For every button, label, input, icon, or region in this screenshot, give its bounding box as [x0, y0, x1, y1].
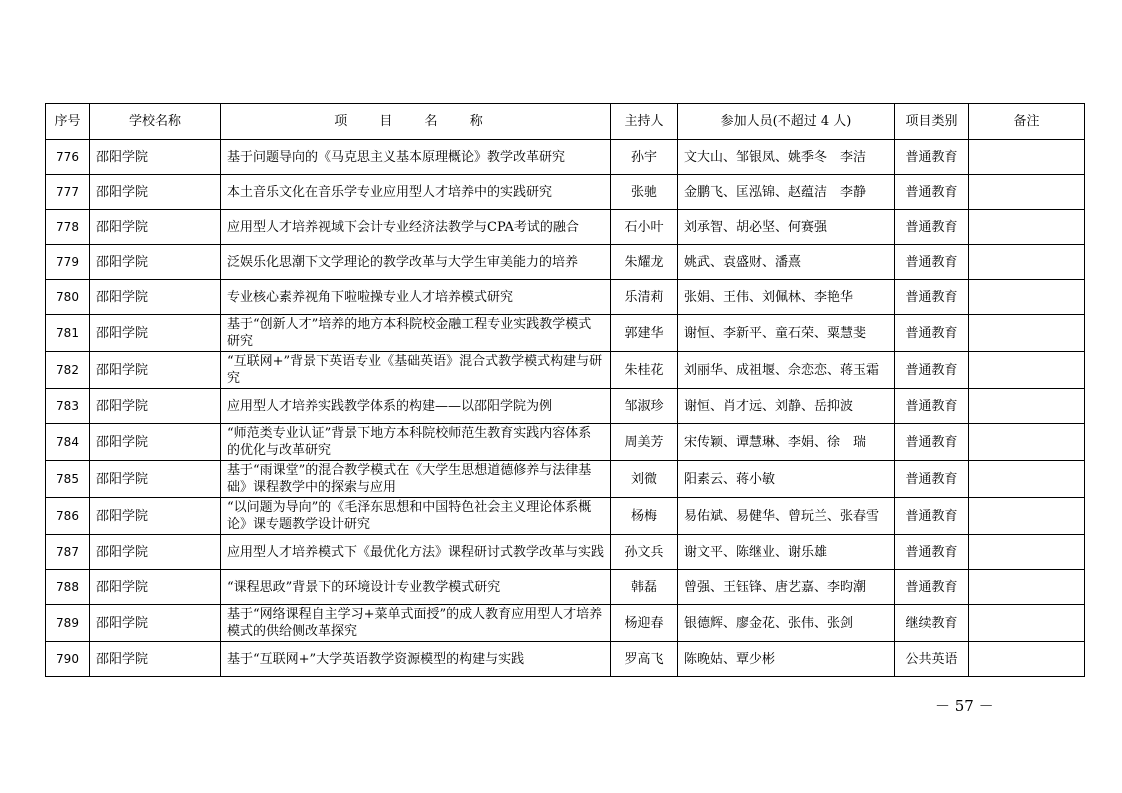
host-name: 孙宇: [611, 140, 678, 175]
header-row: [46, 104, 1085, 140]
project-category: 普通教育: [895, 175, 969, 210]
school-name: 邵阳学院: [90, 535, 221, 570]
host-name: 罗高飞: [611, 642, 678, 677]
member-list: 张娟、王伟、刘佩林、李艳华: [678, 280, 895, 315]
project-title: 应用型人才培养模式下《最优化方法》课程研讨式教学改革与实践: [221, 535, 611, 570]
host-name: 杨迎春: [611, 605, 678, 642]
header-school: 学校名称: [90, 104, 221, 140]
remarks-cell: [969, 245, 1085, 280]
remarks-cell: [969, 210, 1085, 245]
table-row: [46, 642, 1085, 677]
table-row: [46, 140, 1085, 175]
project-category: 普通教育: [895, 315, 969, 352]
row-number: 779: [46, 245, 90, 280]
row-number: 785: [46, 461, 90, 498]
project-table: [45, 103, 1085, 677]
table-row: [46, 498, 1085, 535]
host-name: 孙文兵: [611, 535, 678, 570]
member-list: 阳素云、蒋小敏: [678, 461, 895, 498]
project-title: 基于“雨课堂”的混合教学模式在《大学生思想道德修养与法律基础》课程教学中的探索与应用: [221, 461, 611, 498]
member-list: 刘丽华、成祖堰、佘恋恋、蒋玉霜: [678, 352, 895, 389]
member-list: 文大山、邹银凤、姚季冬 李洁: [678, 140, 895, 175]
school-name: 邵阳学院: [90, 605, 221, 642]
project-title: 基于“网络课程自主学习+菜单式面授”的成人教育应用型人才培养模式的供给侧改革探究: [221, 605, 611, 642]
remarks-cell: [969, 175, 1085, 210]
school-name: 邵阳学院: [90, 461, 221, 498]
project-category: 普通教育: [895, 461, 969, 498]
project-title: “以问题为导向”的《毛泽东思想和中国特色社会主义理论体系概论》课专题教学设计研究: [221, 498, 611, 535]
row-number: 789: [46, 605, 90, 642]
row-number: 788: [46, 570, 90, 605]
project-title: “互联网+”背景下英语专业《基础英语》混合式教学模式构建与研究: [221, 352, 611, 389]
member-list: 银德辉、廖金花、张伟、张剑: [678, 605, 895, 642]
header-host: 主持人: [611, 104, 678, 140]
header-remarks: 备注: [969, 104, 1085, 140]
remarks-cell: [969, 642, 1085, 677]
host-name: 韩磊: [611, 570, 678, 605]
project-title: 专业核心素养视角下啦啦操专业人才培养模式研究: [221, 280, 611, 315]
school-name: 邵阳学院: [90, 245, 221, 280]
school-name: 邵阳学院: [90, 642, 221, 677]
host-name: 石小叶: [611, 210, 678, 245]
header-no: 序号: [46, 104, 90, 140]
member-list: 谢恒、肖才远、刘静、岳抑波: [678, 389, 895, 424]
page-number: － 57 －: [935, 697, 994, 715]
remarks-cell: [969, 535, 1085, 570]
table-row: [46, 389, 1085, 424]
project-category: 公共英语: [895, 642, 969, 677]
row-number: 777: [46, 175, 90, 210]
remarks-cell: [969, 498, 1085, 535]
project-title: “师范类专业认证”背景下地方本科院校师范生教育实践内容体系的优化与改革研究: [221, 424, 611, 461]
project-category: 普通教育: [895, 140, 969, 175]
project-title: 应用型人才培养视域下会计专业经济法教学与CPA考试的融合: [221, 210, 611, 245]
remarks-cell: [969, 140, 1085, 175]
row-number: 786: [46, 498, 90, 535]
project-category: 普通教育: [895, 498, 969, 535]
row-number: 776: [46, 140, 90, 175]
host-name: 朱耀龙: [611, 245, 678, 280]
host-name: 周美芳: [611, 424, 678, 461]
member-list: 姚武、袁盛财、潘熹: [678, 245, 895, 280]
member-list: 宋传颖、谭慧琳、李娟、徐 瑞: [678, 424, 895, 461]
project-title: 基于问题导向的《马克思主义基本原理概论》教学改革研究: [221, 140, 611, 175]
project-category: 普通教育: [895, 535, 969, 570]
project-title: 基于“创新人才”培养的地方本科院校金融工程专业实践教学模式研究: [221, 315, 611, 352]
project-title: 基于“互联网+”大学英语教学资源模型的构建与实践: [221, 642, 611, 677]
project-title: “课程思政”背景下的环境设计专业教学模式研究: [221, 570, 611, 605]
remarks-cell: [969, 352, 1085, 389]
table-row: [46, 175, 1085, 210]
table-row: [46, 280, 1085, 315]
member-list: 谢文平、陈继业、谢乐雄: [678, 535, 895, 570]
project-category: 普通教育: [895, 570, 969, 605]
table-row: [46, 315, 1085, 352]
school-name: 邵阳学院: [90, 175, 221, 210]
school-name: 邵阳学院: [90, 280, 221, 315]
remarks-cell: [969, 424, 1085, 461]
header-category: 项目类别: [895, 104, 969, 140]
table-body: [46, 140, 1085, 677]
row-number: 787: [46, 535, 90, 570]
project-title: 泛娱乐化思潮下文学理论的教学改革与大学生审美能力的培养: [221, 245, 611, 280]
member-list: 易佑斌、易健华、曾玩兰、张春雪: [678, 498, 895, 535]
school-name: 邵阳学院: [90, 389, 221, 424]
member-list: 金鹏飞、匡泓锦、赵蕴洁 李静: [678, 175, 895, 210]
remarks-cell: [969, 570, 1085, 605]
table-row: [46, 605, 1085, 642]
host-name: 张驰: [611, 175, 678, 210]
table-row: [46, 352, 1085, 389]
row-number: 784: [46, 424, 90, 461]
school-name: 邵阳学院: [90, 140, 221, 175]
school-name: 邵阳学院: [90, 315, 221, 352]
remarks-cell: [969, 461, 1085, 498]
host-name: 乐清莉: [611, 280, 678, 315]
school-name: 邵阳学院: [90, 210, 221, 245]
table-row: [46, 461, 1085, 498]
project-title: 本土音乐文化在音乐学专业应用型人才培养中的实践研究: [221, 175, 611, 210]
member-list: 刘承智、胡必坚、何赛强: [678, 210, 895, 245]
row-number: 790: [46, 642, 90, 677]
member-list: 曾强、王钰锋、唐艺嘉、李昀潮: [678, 570, 895, 605]
school-name: 邵阳学院: [90, 424, 221, 461]
table-row: [46, 245, 1085, 280]
row-number: 778: [46, 210, 90, 245]
header-project: 项 目 名 称: [221, 104, 611, 140]
row-number: 783: [46, 389, 90, 424]
row-number: 782: [46, 352, 90, 389]
table-row: [46, 210, 1085, 245]
host-name: 邹淑珍: [611, 389, 678, 424]
project-category: 普通教育: [895, 210, 969, 245]
table-row: [46, 570, 1085, 605]
row-number: 781: [46, 315, 90, 352]
remarks-cell: [969, 280, 1085, 315]
project-title: 应用型人才培养实践教学体系的构建——以邵阳学院为例: [221, 389, 611, 424]
school-name: 邵阳学院: [90, 570, 221, 605]
host-name: 刘微: [611, 461, 678, 498]
table-row: [46, 424, 1085, 461]
project-category: 普通教育: [895, 280, 969, 315]
project-category: 普通教育: [895, 245, 969, 280]
row-number: 780: [46, 280, 90, 315]
project-category: 普通教育: [895, 424, 969, 461]
table-row: [46, 535, 1085, 570]
host-name: 杨梅: [611, 498, 678, 535]
project-category: 普通教育: [895, 352, 969, 389]
member-list: 陈晚姑、覃少彬: [678, 642, 895, 677]
header-members: 参加人员(不超过 4 人): [678, 104, 895, 140]
member-list: 谢恒、李新平、童石荣、粟慧斐: [678, 315, 895, 352]
project-category: 继续教育: [895, 605, 969, 642]
project-category: 普通教育: [895, 389, 969, 424]
remarks-cell: [969, 389, 1085, 424]
remarks-cell: [969, 605, 1085, 642]
school-name: 邵阳学院: [90, 498, 221, 535]
remarks-cell: [969, 315, 1085, 352]
host-name: 郭建华: [611, 315, 678, 352]
school-name: 邵阳学院: [90, 352, 221, 389]
host-name: 朱桂花: [611, 352, 678, 389]
